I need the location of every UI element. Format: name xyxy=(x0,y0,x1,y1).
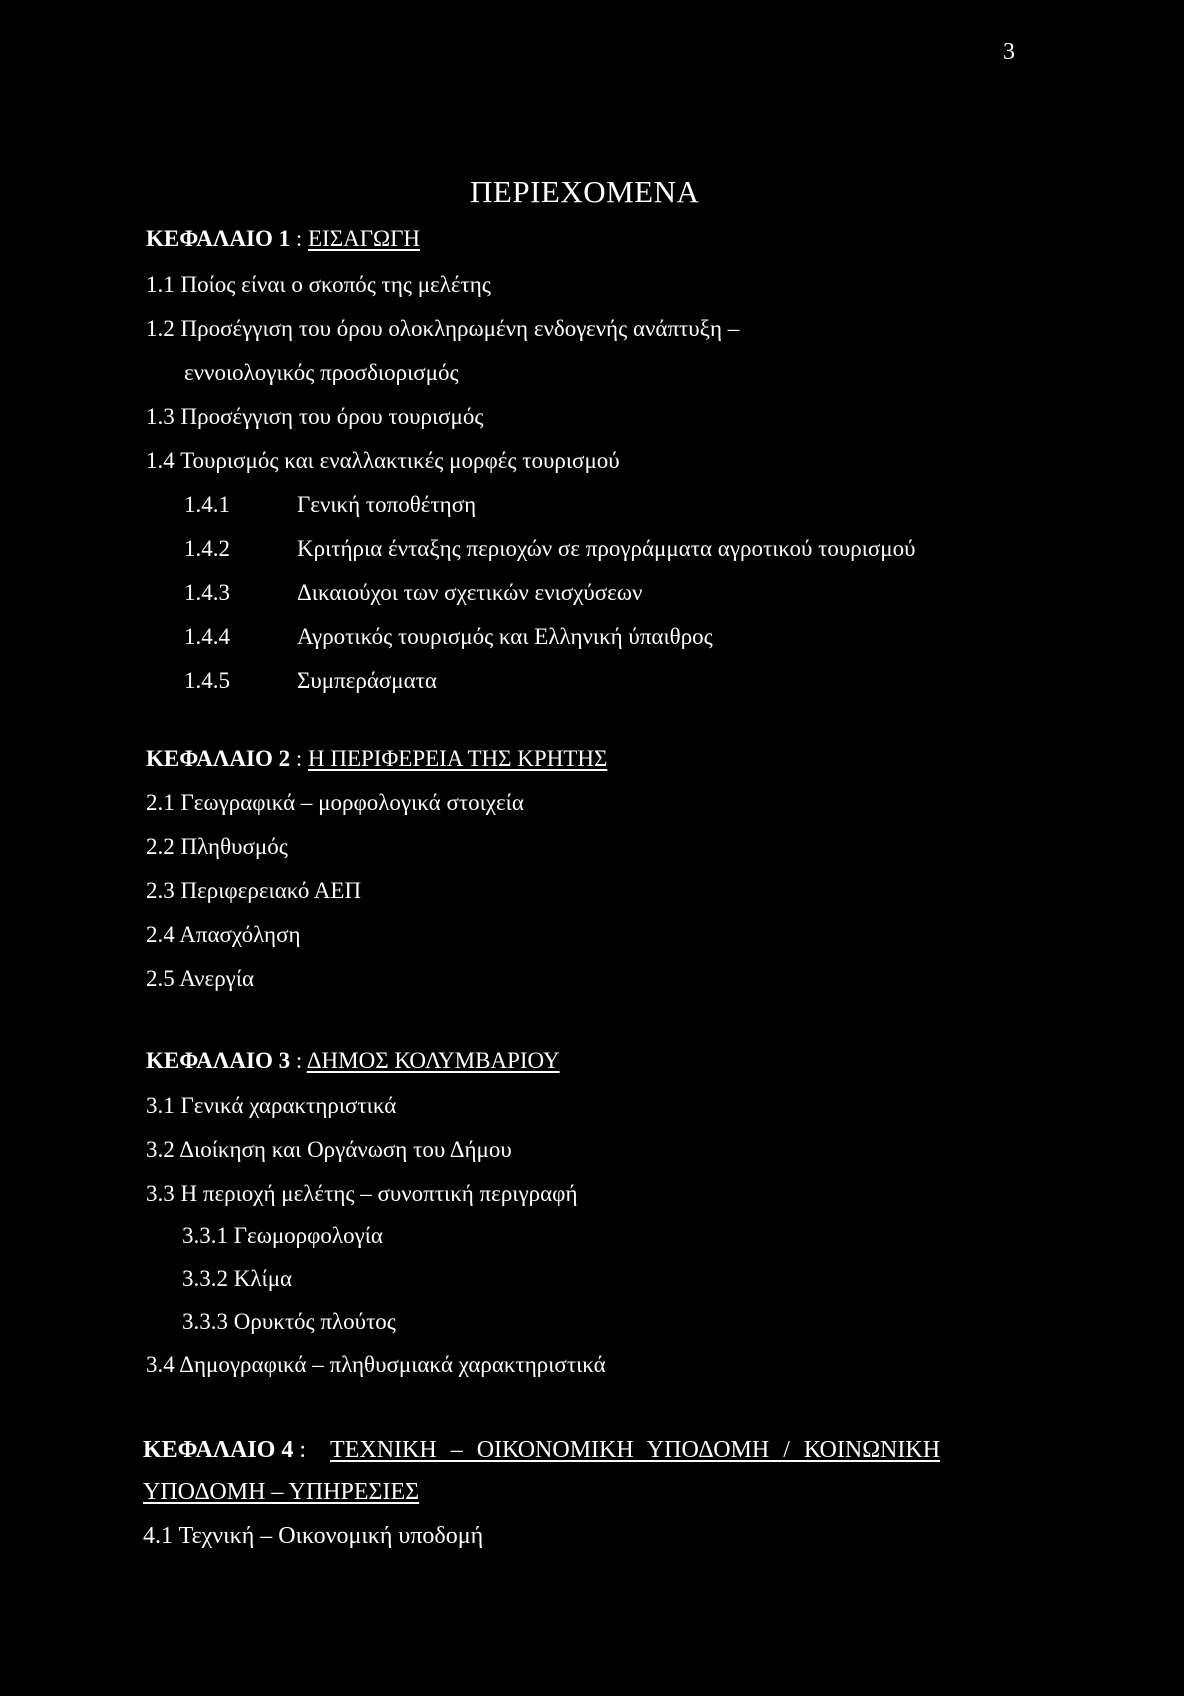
toc-subitem-text: Συμπεράσματα xyxy=(297,668,437,693)
chapter-2-heading xyxy=(146,747,607,770)
chapter-3-label: ΚΕΦΑΛΑΙΟ 3 xyxy=(146,1048,291,1073)
toc-subitem-text: Αγροτικός τουρισμός και Ελληνική ύπαιθρος xyxy=(297,624,713,649)
toc-item-2-5: 2.5 Ανεργία xyxy=(146,966,255,991)
toc-subitem-text: Γενική τοποθέτηση xyxy=(297,492,477,517)
chapter-4-title-part1: ΤΕΧΝΙΚΗ – ΟΙΚΟΝΟΜΙΚΗ ΥΠΟΔΟΜΗ / ΚΟΙΝΩΝΙΚΗ xyxy=(330,1437,941,1463)
chapter-4-sep: : xyxy=(299,1437,307,1463)
toc-item-1-1: 1.1 Ποίος είναι ο σκοπός της μελέτης xyxy=(146,272,491,297)
toc-item-3-3: 3.3 Η περιοχή μελέτης – συνοπτική περιγραφή xyxy=(146,1181,578,1206)
toc-item-4-1: 4.1 Τεχνική – Οικονομική υποδομή xyxy=(143,1523,484,1549)
toc-item-1-3: 1.3 Προσέγγιση του όρου τουρισμός xyxy=(146,404,484,429)
toc-subitem-num: 1.4.2 xyxy=(184,536,230,561)
toc-item-3-1: 3.1 Γενικά χαρακτηριστικά xyxy=(146,1093,397,1118)
chapter-4-title-part2: ΥΠΟΔΟΜΗ – ΥΠΗΡΕΣΙΕΣ xyxy=(143,1479,420,1505)
toc-subitem-text: Κριτήρια ένταξης περιοχών σε προγράμματα αγροτικού τουρισμού xyxy=(297,536,916,561)
toc-item-1-2: 1.2 Προσέγγιση του όρου ολοκληρωμένη ενδογενής ανάπτυξη – xyxy=(146,316,740,341)
chapter-4-heading-cont xyxy=(143,1480,419,1504)
chapter-2-sep: : xyxy=(295,746,303,771)
page-number: 3 xyxy=(1003,39,1015,65)
toc-subitem-num: 1.4.1 xyxy=(184,492,230,517)
toc-item-2-4: 2.4 Απασχόληση xyxy=(146,922,301,947)
chapter-3-heading xyxy=(146,1049,560,1072)
toc-subitem-3-3-2: 3.3.2 Κλίμα xyxy=(182,1266,293,1291)
chapter-4-label: ΚΕΦΑΛΑΙΟ 4 xyxy=(143,1437,294,1463)
chapter-2-title: Η ΠΕΡΙΦΕΡΕΙΑ ΤΗΣ ΚΡΗΤΗΣ xyxy=(308,746,608,771)
toc-subitem-num: 1.4.4 xyxy=(184,624,230,649)
toc-subitem-3-3-3: 3.3.3 Ορυκτός πλούτος xyxy=(182,1309,396,1334)
toc-item-2-2: 2.2 Πληθυσμός xyxy=(146,834,288,859)
chapter-3-title: ΔΗΜΟΣ ΚΟΛΥΜΒΑΡΙΟΥ xyxy=(306,1048,560,1073)
toc-item-2-3: 2.3 Περιφερειακό ΑΕΠ xyxy=(146,878,362,903)
toc-item-2-1: 2.1 Γεωγραφικά – μορφολογικά στοιχεία xyxy=(146,790,524,815)
toc-subitem-text: Δικαιούχοι των σχετικών ενισχύσεων xyxy=(297,580,643,605)
toc-item-1-4: 1.4 Τουρισμός και εναλλακτικές μορφές τουρισμού xyxy=(146,448,620,473)
chapter-1-label: ΚΕΦΑΛΑΙΟ 1 xyxy=(146,226,291,251)
chapter-2-label: ΚΕΦΑΛΑΙΟ 2 xyxy=(146,746,291,771)
toc-item-1-2-cont: εννοιολογικός προσδιορισμός xyxy=(184,360,459,385)
toc-item-3-2: 3.2 Διοίκηση και Οργάνωση του Δήμου xyxy=(146,1137,512,1162)
toc-item-3-4: 3.4 Δημογραφικά – πληθυσμιακά χαρακτηριστικά xyxy=(146,1352,606,1377)
chapter-1-heading xyxy=(146,227,420,250)
chapter-3-sep: : xyxy=(295,1048,303,1073)
toc-subitem-3-3-1: 3.3.1 Γεωμορφολογία xyxy=(182,1223,383,1248)
page-title: ΠΕΡΙΕΧΟΜΕΝΑ xyxy=(470,174,700,209)
chapter-1-sep: : xyxy=(295,226,303,251)
toc-subitem-num: 1.4.5 xyxy=(184,668,230,693)
chapter-4-heading xyxy=(143,1438,940,1462)
chapter-1-title: ΕΙΣΑΓΩΓΗ xyxy=(308,226,421,251)
toc-subitem-num: 1.4.3 xyxy=(184,580,230,605)
